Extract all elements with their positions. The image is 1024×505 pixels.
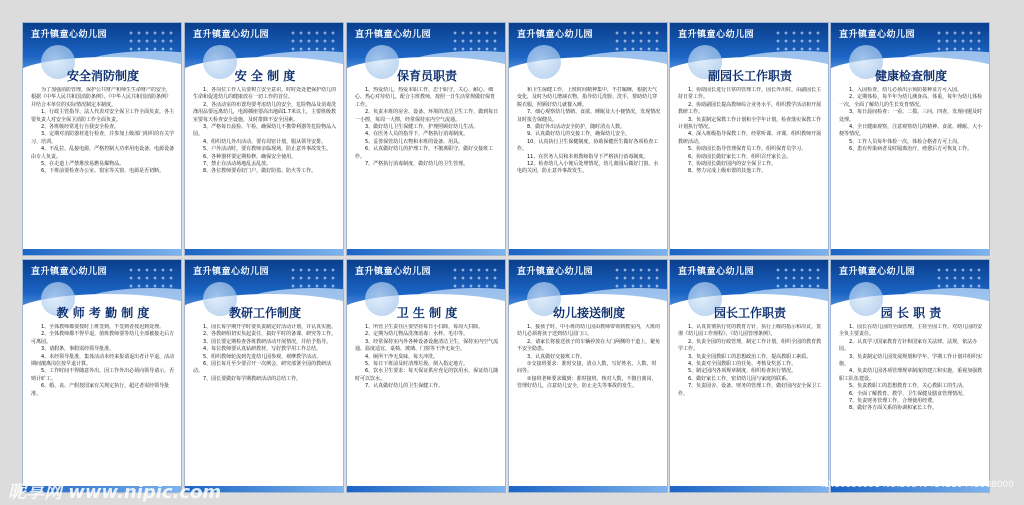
- rule-paragraph: 4、厕所干净无臭味，每天冲洗。: [365, 353, 439, 360]
- dot-pattern-decoration: [774, 266, 824, 292]
- rule-paragraph: 1、接孩子时，中小班的幼儿园由教师带领到教室内，大班的幼儿必须将孩子送到幼儿园门口。: [517, 324, 661, 338]
- rule-paragraph: 3、定期对消防器材进行检查，并参加上级部门组织的有关学习、培训。: [31, 131, 175, 145]
- rule-paragraph: 3、负责制定保教工作计划和全学年计划，检查落实保教工作计划执行情况。: [678, 116, 822, 131]
- rule-paragraph: 7、严格执行消毒制度，做好幼儿的卫生管理。: [365, 161, 469, 168]
- rule-paragraph: 1、园长在幼儿园的全面管理，主持全园工作，对幼儿园的安全负主要责任。: [839, 324, 983, 338]
- rule-paragraph: 8、各位教师要看好门户，做好防盗、防火等工作。: [203, 168, 317, 175]
- site-watermark: 昵享网 www.nipic.com: [8, 482, 222, 503]
- rule-paragraph: 4、未经领导批准，集体活动未经来报请退出者计早退，活动期间擅离岗位按早退计算。: [31, 353, 175, 368]
- board-bottom-bar: [347, 486, 506, 492]
- rule-paragraph: 4、负责对全园教职工的任免、考核及奖惩工作。: [688, 361, 797, 368]
- school-name: 直升镇童心幼儿园: [678, 30, 755, 40]
- rule-paragraph: 5、制定园内各项规章制度，组织检查执行情况。: [688, 368, 797, 375]
- board-title: 园长工作职责: [713, 306, 786, 320]
- dot-pattern-decoration: [451, 266, 501, 292]
- rule-paragraph: 5、组织教师轮流到先进幼儿园参观，观摩教学活动。: [203, 353, 322, 360]
- board-bottom-bar: [347, 249, 506, 255]
- dot-pattern-decoration: [451, 29, 501, 55]
- rule-board: [830, 22, 990, 256]
- school-name: 直升镇童心幼儿园: [31, 267, 108, 277]
- rule-paragraph: 5、在走道上严禁堆放易燃易爆物品。: [41, 161, 125, 168]
- school-name: 直升镇童心幼儿园: [839, 267, 916, 277]
- dot-pattern-decoration: [613, 266, 663, 292]
- board-body-text: [517, 87, 661, 251]
- rule-paragraph: 6、认真做好幼儿的护理工作，不擅离职守，做好交接班工作。: [355, 146, 494, 160]
- rule-paragraph: 7、园长要做好每学期教研活动的总结工作。: [203, 375, 302, 382]
- rule-paragraph: 3、请假条，事假需经领导批准。: [41, 346, 115, 353]
- board-title: 安全消防制度: [66, 69, 139, 83]
- rule-paragraph: 8、努力完成上级布置的其他工作。: [688, 168, 767, 175]
- school-name: 直升镇童心幼儿园: [355, 267, 432, 277]
- rule-paragraph: 7、负责园舍、设备、财务的管理工作，做好园内安全保卫工作。: [678, 383, 822, 397]
- rule-board: [184, 22, 344, 256]
- rule-paragraph: 1、所管卫生责任区要坚持每日小扫除，每周大扫除。: [365, 324, 484, 330]
- rule-paragraph: 6、做好家长工作，密切幼儿园与家庭的联系。: [688, 375, 792, 382]
- rule-paragraph: ②接班老师要求做到：准时接班，核对人数，不擅自离岗，管理好幼儿，注意幼儿安全，防止走失等事故的发生。: [517, 375, 657, 390]
- board-body-text: [193, 324, 337, 488]
- rule-paragraph: 7、禁止在活动场地乱丢乱放。: [203, 161, 272, 168]
- board-body-text: [193, 87, 337, 251]
- rule-paragraph: 2、全体教师都不得早退，值班教师要等幼儿全部被接走后方可离园。: [31, 331, 175, 345]
- image-id-code: ID:10558951 NO:20140414210445008000: [821, 480, 1014, 490]
- rule-paragraph: 7、细心观察幼儿情绪、食欲、睡眠及大小便情况，发现情况及时报告保健员。: [517, 109, 661, 123]
- board-body-text: [678, 87, 822, 251]
- school-name: 直升镇童心幼儿园: [517, 267, 594, 277]
- rule-paragraph: 6、各种器材要定期检修，确保安全使用。: [203, 153, 297, 160]
- rule-paragraph: 1、全体教师都要按时上班签到，不签到者按迟到处理。: [41, 324, 165, 330]
- rule-board: [184, 259, 344, 493]
- board-body-text: [839, 87, 983, 251]
- rule-board: [508, 22, 668, 256]
- board-bottom-bar: [23, 249, 182, 255]
- school-name: 直升镇童心幼儿园: [355, 30, 432, 40]
- board-bottom-bar: [670, 486, 829, 492]
- rule-paragraph: 10、认真执行卫生保健制度，协助保健医生做好各项检查工作。: [517, 138, 659, 153]
- rule-paragraph: 5、协助园长指导管理保育员工作，组织保育员学习。: [688, 146, 807, 153]
- school-name: 直升镇童心幼儿园: [193, 267, 270, 277]
- rule-paragraph: 11、在医务人员和本班教师指导下严格执行消毒制度。: [527, 153, 649, 160]
- board-title: 保育员职责: [396, 69, 457, 83]
- rule-paragraph: 和卫生保健工作，上班时间精神集中，不打瞌睡，根据天气变化，及时为幼儿增减衣物，指导幼儿洗脸、洗手，帮助幼儿穿脱衣服，照顾好幼儿就餐入睡。: [517, 87, 658, 108]
- rule-paragraph: 2、请家长将接送孩子的车辆停放在大门两侧的干道上，避免不安全隐患。: [517, 338, 661, 353]
- rule-paragraph: 1、行政主管指导、法人代表对安全保卫工作全面负责，各主要负责人对安全保卫消防工作全面负责。: [31, 109, 175, 123]
- school-name: 直升镇童心幼儿园: [839, 30, 916, 40]
- board-bottom-bar: [670, 249, 829, 255]
- rule-paragraph: 1、协助园长进行日常的管理工作，园长外出时，由副园长主持日常工作。: [678, 87, 822, 101]
- board-body-text: [355, 324, 499, 488]
- rule-paragraph: 2、定期体检，每半年为幼儿测身高、体重，每年为幼儿体检一次，全面了解幼儿的生长发育情况。: [839, 94, 983, 108]
- board-body-text: [31, 87, 175, 251]
- board-bottom-bar: [185, 249, 344, 255]
- board-body-text: [31, 324, 175, 488]
- rule-paragraph: 1、各岗位工作人员要树立安全意识，时时处处把保护幼儿的生命和促进幼儿的健康放在一切工作的首位。: [193, 87, 337, 101]
- rule-board: [669, 259, 829, 493]
- board-body-text: [355, 87, 499, 251]
- board-title: 卫 生 制 度: [396, 306, 458, 320]
- rule-paragraph: 4、组织幼儿外出活动，要有周密计划，服从领导安排。: [203, 138, 327, 145]
- dot-pattern-decoration: [935, 266, 985, 292]
- rule-paragraph: 3、做好幼儿卫生保健工作，护理照顾好幼儿生活。: [365, 124, 479, 131]
- rule-paragraph: 4、深入班级指导保教工作，经常听课、评课，组织教师开展教研活动。: [678, 131, 822, 145]
- school-name: 直升镇童心幼儿园: [193, 30, 270, 40]
- rule-paragraph: 2、负责全园的行政管理，制定工作计划，组织全园的教育教学工作。: [678, 338, 822, 353]
- rule-paragraph: 5、每日下班前及时清理垃圾，倒入指定地方。: [365, 361, 469, 368]
- dot-pattern-decoration: [289, 266, 339, 292]
- rule-paragraph: 8、做好各方面关系的协调和家长工作。: [849, 405, 938, 412]
- school-name: 直升镇童心幼儿园: [517, 30, 594, 40]
- rule-paragraph: 1、热爱幼儿，热爱本职工作，忠于职守，关心、耐心、细心、热心对待幼儿，配合主班教师，按照一日生活常规做好保育工作。: [355, 87, 496, 108]
- board-title: 教研工作制度: [228, 306, 301, 320]
- dot-pattern-decoration: [613, 29, 663, 55]
- rule-board: [346, 22, 506, 256]
- board-title: 教 师 考 勤 制 度: [56, 306, 150, 320]
- rule-paragraph: 7、协助园长做好园内的安全保卫工作。: [688, 161, 777, 168]
- rule-board: [830, 259, 990, 493]
- rule-paragraph: 6、全面了解教育、教学、卫生保健及膳食管理情况。: [849, 390, 968, 397]
- board-bottom-bar: [831, 249, 990, 255]
- rule-paragraph: 3、认真做好交接班工作。: [527, 353, 586, 360]
- rule-paragraph: 2、负责本班的房舍、设备、环境的清洁卫生工作，做到每日一小擦，每周一大擦，经常保持室内空气流通。: [355, 109, 499, 123]
- dot-pattern-decoration: [935, 29, 985, 55]
- rule-paragraph: 9、认真做好幼儿的交接工作，确保幼儿安全。: [527, 131, 631, 138]
- rule-paragraph: 6、下班前要检查办公室、窗室等关窗、电源是否切断。: [41, 168, 165, 175]
- rule-paragraph: 3、园长要定期检查各班教研活动开展情况，并给予指导。: [203, 338, 332, 345]
- board-title: 副园长工作职责: [707, 69, 792, 83]
- rule-paragraph: 1、园长每学期开学时要负责制定好活动计划，并认真实施。: [203, 324, 337, 330]
- dot-pattern-decoration: [127, 29, 177, 55]
- rule-board: [22, 259, 182, 493]
- rule-paragraph: 6、饮水卫生要求：每天保证供应充足的饮用水，保证幼儿随时可以饮水。: [355, 368, 499, 382]
- rule-board: [346, 259, 506, 493]
- rule-paragraph: 2、认真学习国家教育方针和国家有关法律、法规，依法办园。: [839, 338, 978, 353]
- rule-paragraph: 1、认真贯彻执行党的教育方针，执行上级的指示和决议，贯彻《幼儿园工作规程》、《幼儿园管理条例》。: [678, 324, 822, 338]
- rule-paragraph: 6、婚、丧、产假按国家有关规定执行，超过者需经领导批准。: [31, 383, 170, 397]
- dot-pattern-decoration: [289, 29, 339, 55]
- rule-paragraph: 为了加强消防管理，保护公共财产和师生生命财产的安全，根据《中华人民共和国消防条例》、《中华人民共和国消防条例》并结合本单位的实际情况制定本制度。: [31, 87, 172, 108]
- school-name: 直升镇童心幼儿园: [31, 30, 108, 40]
- globe-icon: [527, 45, 561, 79]
- rule-paragraph: 2、各教研组切实负起责任，搞好平时的备课、研究等工作。: [203, 331, 337, 338]
- board-body-text: [839, 324, 983, 488]
- rule-paragraph: 3、经常保持室内外各种设备设施清洁卫生，保持室内空气流通、温度适宜，桌椅、玻璃、门窗等干净无灰尘。: [355, 338, 499, 353]
- rule-paragraph: 4、在医务人员的指导下，严格执行消毒制度。: [365, 131, 469, 138]
- rule-board: [669, 22, 829, 256]
- board-title: 健康检查制度: [874, 69, 947, 83]
- rule-paragraph: 2、各活动室的布置均要考虑幼儿的安全，危险物品及消毒洗涤用品要远离幼儿，电源插座要高出地面1.7米以上，主要班级教室要每天检查安全设施，及时排除不安全因素。: [193, 101, 337, 123]
- board-title: 幼儿接送制度: [552, 306, 625, 320]
- school-name: 直升镇童心幼儿园: [678, 267, 755, 277]
- rule-paragraph: ①交接班要求：准时交接，清点人数，写好姓名、人数、时间等。: [517, 361, 657, 375]
- dot-pattern-decoration: [127, 266, 177, 292]
- rule-paragraph: 3、每日晨间检查：一看、二摸、三问、四查，发现问题及时处理。: [839, 109, 983, 123]
- rule-paragraph: 3、负责全园教职工的思想政治工作，提高教职工素质。: [688, 353, 812, 360]
- rule-paragraph: 3、负责制定幼儿园发展规划和学年、学期工作计划并组织实施。: [839, 353, 983, 368]
- rule-paragraph: 2、各班级经常进行自我安全检查。: [41, 124, 120, 131]
- rule-paragraph: 1、入园检查，幼儿必须出示预防接种证方可入园。: [849, 87, 963, 93]
- rule-paragraph: 5、妥善保管幼儿衣物和本班的设备、用具。: [365, 138, 464, 145]
- rule-paragraph: 4、负责幼儿园各项管理规章制度的建立和实施，重视加强教职工队伍建设。: [839, 368, 983, 382]
- rule-paragraph: 4、不乱拉、乱接电源，严格控制大功率用电设备，电源设备由专人负责。: [31, 146, 175, 160]
- rule-paragraph: 7、负责财务管理工作，合理使用经费。: [849, 398, 938, 405]
- rule-paragraph: 4、全日健康观察，注意观察幼儿的精神、食欲、睡眠、大小便等情况。: [839, 124, 983, 138]
- rule-paragraph: 5、负责教职工的思想教育工作，关心教职工的生活。: [849, 383, 968, 390]
- rule-paragraph: 12、检查幼儿入小便后处理情况，幼儿离园后做好门窗、水电的关闭，防止意外事故发生。: [517, 161, 659, 175]
- board-title: 安 全 制 度: [234, 69, 296, 83]
- rule-paragraph: 4、每位教师要认真钻研教材，写好教学用工作总结。: [203, 346, 322, 353]
- rule-paragraph: 2、协助副园长提高教师综合业务水平，组织教学活动和开展教研工作。: [678, 101, 822, 116]
- dot-pattern-decoration: [774, 29, 824, 55]
- rule-paragraph: 5、工作时间不得随意外出，因工作外出必须向领导请示，否则计旷工。: [31, 368, 175, 382]
- board-title: 园 长 职 责: [880, 306, 942, 320]
- rule-board: [508, 259, 668, 493]
- rule-paragraph: 3、严格每日晨检、午检，确保幼儿不携带利器等危险物品入园。: [193, 124, 337, 138]
- rule-paragraph: 2、定期为幼儿物品洗涤消毒：水杯、毛巾等。: [365, 331, 469, 338]
- rule-board: [22, 22, 182, 256]
- board-body-text: [517, 324, 661, 488]
- rule-paragraph: 6、患有传染病者及时隔离治疗，痊愈后方可恢复工作。: [849, 146, 973, 153]
- board-bottom-bar: [509, 486, 668, 492]
- rule-paragraph: 5、工作人员每年体检一次，体检合格者方可上岗。: [849, 138, 963, 145]
- board-body-text: [678, 324, 822, 488]
- board-bottom-bar: [509, 249, 668, 255]
- rule-paragraph: 6、园长每月至少要召开一次例会，研究部署全园的教研活动。: [193, 361, 332, 375]
- rule-paragraph: 5、户外活动时，要有教师亲临现场，防止意外事故发生。: [203, 146, 332, 153]
- rule-paragraph: 6、协助园长做好家长工作，组织召开家长会。: [688, 153, 792, 160]
- rule-paragraph: 7、认真做好幼儿的卫生保健工作。: [365, 383, 444, 390]
- rule-paragraph: 8、做好外出活动安全防护，随时清点人数。: [527, 124, 626, 131]
